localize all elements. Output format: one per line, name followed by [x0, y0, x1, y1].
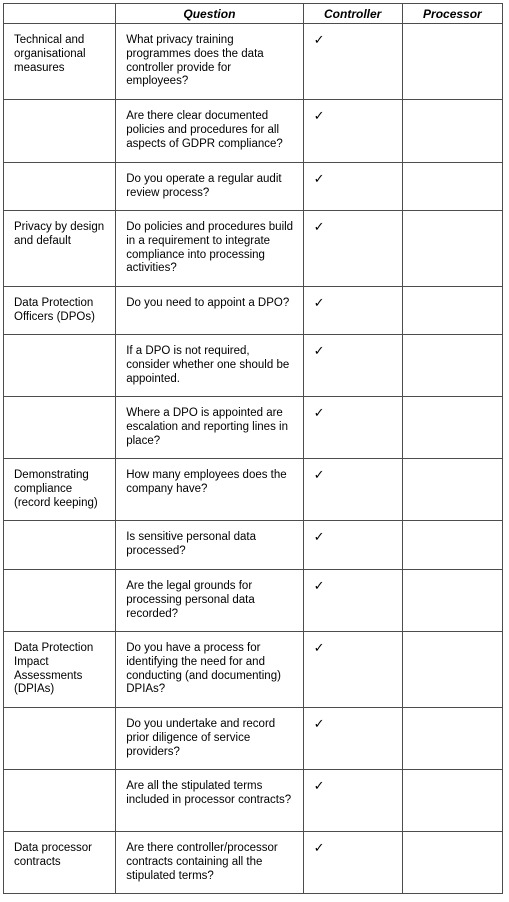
section-cell	[4, 570, 116, 632]
section-cell	[4, 521, 116, 570]
check-mark-icon: ✓	[313, 779, 325, 794]
check-mark-icon: ✓	[313, 717, 325, 732]
question-cell-text: Is sensitive personal data processed?	[126, 531, 256, 557]
check-mark-icon: ✓	[313, 641, 325, 656]
section-cell-text: Data Protection Impact Assessments (DPIAs)	[14, 642, 94, 696]
question-cell	[116, 459, 303, 521]
section-cell	[4, 832, 116, 894]
question-cell-text: Do you undertake and record prior diligence of service providers?	[126, 718, 276, 758]
processor-cell-text	[403, 287, 502, 297]
section-cell-text	[4, 335, 115, 351]
question-cell	[116, 570, 303, 632]
processor-cell-text	[403, 832, 502, 842]
question-cell-text: If a DPO is not required, consider whether one should be appointed.	[126, 345, 290, 385]
question-cell-text: Where a DPO is appointed are escalation and reporting lines in place?	[126, 407, 288, 447]
table-row	[4, 459, 503, 521]
check-mark-icon: ✓	[313, 406, 325, 421]
table-row	[4, 770, 503, 832]
question-cell	[116, 335, 303, 397]
controller-cell	[303, 770, 402, 832]
table-row	[4, 163, 503, 211]
question-cell	[116, 24, 303, 100]
check-mark-icon: ✓	[313, 172, 325, 187]
table-row	[4, 832, 503, 894]
question-cell	[116, 832, 303, 894]
section-cell-text: Demonstrating compliance (record keeping)	[14, 469, 98, 509]
question-cell-text: Are there controller/processor contracts containing all the stipulated terms?	[126, 842, 278, 882]
question-cell-text: Do you operate a regular audit review process?	[126, 173, 282, 199]
table-row	[4, 632, 503, 708]
question-cell-text: Do you need to appoint a DPO?	[126, 297, 290, 309]
controller-cell	[303, 24, 402, 100]
section-cell	[4, 335, 116, 397]
section-cell-text: Technical and organisational measures	[14, 34, 86, 74]
table-row	[4, 211, 503, 287]
processor-cell	[402, 632, 502, 708]
header-controller: Controller	[303, 4, 402, 24]
question-cell-text: Do you have a process for identifying the need for and conducting (and documenting) DPIAs?	[126, 642, 281, 696]
question-cell-text: Do policies and procedures build in a requirement to integrate compliance into processing activities?	[126, 221, 294, 275]
check-mark-icon: ✓	[313, 344, 325, 359]
processor-cell-text	[403, 708, 502, 718]
table-row	[4, 521, 503, 570]
check-mark-icon: ✓	[313, 468, 325, 483]
check-mark-icon: ✓	[313, 841, 325, 856]
section-cell-text	[4, 100, 115, 116]
processor-cell	[402, 459, 502, 521]
question-cell-text: What privacy training programmes does the data controller provide for employees?	[126, 34, 264, 88]
controller-cell	[303, 100, 402, 163]
controller-cell	[303, 163, 402, 211]
processor-cell	[402, 335, 502, 397]
processor-cell	[402, 708, 502, 770]
processor-cell	[402, 832, 502, 894]
processor-cell	[402, 770, 502, 832]
section-cell-text	[4, 163, 115, 179]
processor-cell-text	[403, 632, 502, 642]
controller-cell	[303, 570, 402, 632]
section-cell	[4, 459, 116, 521]
gdpr-checklist-table	[3, 3, 503, 894]
section-cell	[4, 770, 116, 832]
section-cell-text: Privacy by design and default	[14, 221, 105, 247]
processor-cell-text	[403, 335, 502, 345]
processor-cell-text	[403, 24, 502, 34]
check-mark-icon: ✓	[313, 33, 325, 48]
section-cell	[4, 708, 116, 770]
controller-cell	[303, 521, 402, 570]
processor-cell-text	[403, 100, 502, 110]
table-row	[4, 397, 503, 459]
section-cell	[4, 211, 116, 287]
processor-cell-text	[403, 163, 502, 173]
processor-cell	[402, 100, 502, 163]
section-cell	[4, 632, 116, 708]
section-cell	[4, 397, 116, 459]
question-cell	[116, 211, 303, 287]
question-cell-text: Are the legal grounds for processing personal data recorded?	[126, 580, 255, 620]
question-cell	[116, 100, 303, 163]
controller-cell	[303, 287, 402, 335]
check-mark-icon: ✓	[313, 530, 325, 545]
controller-cell	[303, 632, 402, 708]
question-cell	[116, 397, 303, 459]
controller-cell	[303, 708, 402, 770]
section-cell-text	[4, 397, 115, 413]
processor-cell	[402, 287, 502, 335]
processor-cell-text	[403, 211, 502, 221]
table-row	[4, 708, 503, 770]
header-section	[4, 4, 116, 24]
check-mark-icon: ✓	[313, 220, 325, 235]
processor-cell-text	[403, 521, 502, 531]
processor-cell	[402, 521, 502, 570]
section-cell-text	[4, 708, 115, 724]
controller-cell	[303, 832, 402, 894]
table-row	[4, 100, 503, 163]
section-cell	[4, 163, 116, 211]
question-cell	[116, 163, 303, 211]
section-cell-text	[4, 570, 115, 586]
section-cell-text	[4, 521, 115, 537]
header-processor: Processor	[402, 4, 502, 24]
section-cell	[4, 24, 116, 100]
section-cell-text	[4, 770, 115, 786]
table-row	[4, 570, 503, 632]
processor-cell-text	[403, 570, 502, 580]
processor-cell-text	[403, 770, 502, 780]
table-row	[4, 335, 503, 397]
processor-cell	[402, 397, 502, 459]
processor-cell	[402, 570, 502, 632]
question-cell	[116, 770, 303, 832]
header-row	[4, 4, 503, 24]
controller-cell	[303, 397, 402, 459]
processor-cell-text	[403, 397, 502, 407]
question-cell-text: Are there clear documented policies and procedures for all aspects of GDPR compliance?	[126, 110, 283, 150]
controller-cell	[303, 335, 402, 397]
question-cell-text: Are all the stipulated terms included in processor contracts?	[126, 780, 292, 806]
processor-cell-text	[403, 459, 502, 469]
controller-cell	[303, 211, 402, 287]
section-cell	[4, 287, 116, 335]
section-cell	[4, 100, 116, 163]
question-cell	[116, 708, 303, 770]
check-mark-icon: ✓	[313, 579, 325, 594]
processor-cell	[402, 24, 502, 100]
processor-cell	[402, 163, 502, 211]
question-cell-text: How many employees does the company have?	[126, 469, 287, 495]
check-mark-icon: ✓	[313, 296, 325, 311]
header-question: Question	[116, 4, 303, 24]
question-cell	[116, 287, 303, 335]
table-row	[4, 24, 503, 100]
controller-cell	[303, 459, 402, 521]
question-cell	[116, 521, 303, 570]
question-cell	[116, 632, 303, 708]
section-cell-text: Data Protection Officers (DPOs)	[14, 297, 95, 323]
table-row	[4, 287, 503, 335]
section-cell-text: Data processor contracts	[14, 842, 92, 868]
processor-cell	[402, 211, 502, 287]
check-mark-icon: ✓	[313, 109, 325, 124]
